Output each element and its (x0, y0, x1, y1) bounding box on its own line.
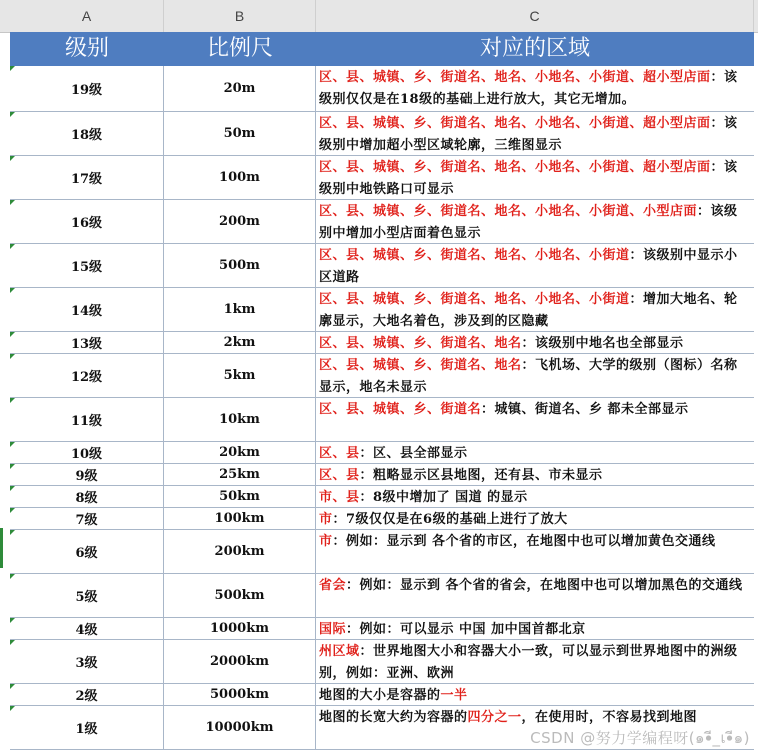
table-row (10, 156, 754, 200)
region-highlight: 区、县 (319, 468, 360, 483)
region-description: ：增加大地名、轮廓显示，大地名着色，涉及到的区隐藏 (319, 292, 738, 329)
scale-cell[interactable]: 2km (164, 332, 316, 353)
table-row (10, 332, 754, 354)
region-description: ：该级别中增加超小型区域轮廓，三维图显示 (319, 116, 738, 153)
table-row (10, 398, 754, 442)
region-cell[interactable] (316, 618, 754, 639)
region-cell[interactable] (316, 354, 754, 397)
region-highlight: 区、县、城镇、乡、街道名、地名 (319, 336, 522, 351)
table-row (10, 112, 754, 156)
scale-cell[interactable]: 5000km (164, 684, 316, 705)
row-gutter (0, 66, 10, 754)
region-description: ：7级仅仅是在6级的基础上进行了放大 (332, 512, 568, 527)
region-description: ：该级别仅仅是在18级的基础上进行放大，其它无增加。 (319, 70, 738, 107)
region-cell[interactable] (316, 66, 754, 111)
region-cell[interactable] (316, 464, 754, 485)
region-highlight: 省会 (319, 578, 347, 593)
header-scale[interactable]: 比例尺 (206, 36, 273, 61)
scale-cell[interactable]: 200km (164, 530, 316, 573)
region-highlight: 州区域 (319, 644, 360, 659)
header-level[interactable]: 级别 (64, 36, 109, 61)
region-description: ：该级别中地名也全部显示 (521, 336, 684, 351)
region-description: ：飞机场、大学的级别（图标）名称显示，地名未显示 (319, 358, 738, 395)
region-cell[interactable] (316, 288, 754, 331)
scale-cell[interactable]: 200m (164, 200, 316, 243)
table-row (10, 530, 754, 574)
region-cell[interactable] (316, 156, 754, 199)
table-row (10, 66, 754, 112)
region-cell[interactable] (316, 244, 754, 287)
scale-cell[interactable]: 20km (164, 442, 316, 463)
level-cell[interactable]: 15级 (10, 244, 164, 287)
region-description: ：世界地图大小和容器大小一致，可以显示到世界地图中的洲级别，例如：亚洲、欧洲 (319, 644, 738, 681)
region-cell[interactable] (316, 640, 754, 683)
level-cell[interactable]: 19级 (10, 66, 164, 111)
zoom-level-table (10, 66, 754, 750)
level-cell[interactable]: 12级 (10, 354, 164, 397)
column-header-c[interactable]: C (316, 0, 754, 32)
region-highlight: 区、县 (319, 446, 360, 461)
level-cell[interactable]: 14级 (10, 288, 164, 331)
region-description: ：8级中增加了 国道 的显示 (359, 490, 528, 505)
scale-cell[interactable]: 25km (164, 464, 316, 485)
region-text: 地图的大小是容器的 (319, 688, 441, 703)
watermark: CSDN @努力学编程呀(๑•ี_เ•ี๑) (530, 729, 750, 747)
level-cell[interactable]: 9级 (10, 464, 164, 485)
scale-cell[interactable]: 1000km (164, 618, 316, 639)
region-cell[interactable] (316, 684, 754, 705)
level-cell[interactable]: 5级 (10, 574, 164, 617)
region-description: ：粗略显示区县地图，还有县、市未显示 (359, 468, 603, 483)
level-cell[interactable]: 3级 (10, 640, 164, 683)
column-header-b[interactable]: B (164, 0, 316, 32)
scale-cell[interactable]: 10km (164, 398, 316, 441)
region-description: ：区、县全部显示 (359, 446, 468, 461)
region-highlight: 四分之一 (467, 710, 522, 725)
table-row (10, 354, 754, 398)
region-highlight: 国际 (319, 622, 347, 637)
region-description: ：城镇、街道名、乡 都未全部显示 (481, 402, 689, 417)
region-cell[interactable] (316, 200, 754, 243)
region-description: ：该级别中增加小型店面着色显示 (319, 204, 738, 241)
header-region[interactable]: 对应的区域 (479, 36, 590, 61)
scale-cell[interactable]: 20m (164, 66, 316, 111)
level-cell[interactable]: 6级 (10, 530, 164, 573)
level-cell[interactable]: 13级 (10, 332, 164, 353)
selection-marker (0, 528, 3, 568)
table-row (10, 618, 754, 640)
region-description: ：该级别中显示小区道路 (319, 248, 738, 285)
region-text: 地图的长宽大约为容器的 (319, 710, 468, 725)
table-row (10, 442, 754, 464)
table-row (10, 640, 754, 684)
column-header-bar (0, 0, 758, 33)
level-cell[interactable]: 8级 (10, 486, 164, 507)
region-description: ：例如：显示到 各个省的市区，在地图中也可以增加黄色交通线 (332, 534, 716, 549)
region-cell[interactable] (316, 508, 754, 529)
region-highlight: 区、县、城镇、乡、街道名、地名、小地名、小街道、小型店面 (319, 204, 698, 219)
region-description: ：例如：可以显示 中国 加中国首都北京 (346, 622, 586, 637)
region-description: ：该级别中地铁路口可显示 (319, 160, 738, 197)
region-highlight: 区、县、城镇、乡、街道名、地名 (319, 358, 522, 373)
level-cell[interactable]: 10级 (10, 442, 164, 463)
region-description: ：例如：显示到 各个省的省会，在地图中也可以增加黑色的交通线 (346, 578, 743, 593)
scale-cell[interactable]: 100m (164, 156, 316, 199)
scale-cell[interactable]: 1km (164, 288, 316, 331)
table-row (10, 200, 754, 244)
region-highlight: 一半 (440, 688, 468, 703)
table-row (10, 288, 754, 332)
table-row (10, 464, 754, 486)
level-cell[interactable]: 7级 (10, 508, 164, 529)
region-highlight: 市、县 (319, 490, 360, 505)
region-cell[interactable] (316, 398, 754, 441)
scale-cell[interactable]: 500m (164, 244, 316, 287)
scale-cell[interactable]: 2000km (164, 640, 316, 683)
region-cell[interactable] (316, 530, 754, 573)
table-row (10, 486, 754, 508)
scale-cell[interactable]: 50km (164, 486, 316, 507)
table-row (10, 574, 754, 618)
level-cell[interactable]: 2级 (10, 684, 164, 705)
level-cell[interactable]: 1级 (10, 706, 164, 749)
table-row (10, 508, 754, 530)
level-cell[interactable]: 17级 (10, 156, 164, 199)
region-highlight: 区、县、城镇、乡、街道名 (319, 402, 482, 417)
column-header-a[interactable]: A (10, 0, 164, 32)
scale-cell[interactable]: 50m (164, 112, 316, 155)
scale-cell[interactable]: 5km (164, 354, 316, 397)
region-highlight: 市 (319, 512, 333, 527)
scale-cell[interactable]: 100km (164, 508, 316, 529)
region-highlight: 区、县、城镇、乡、街道名、地名、小地名、小街道、超小型店面 (319, 116, 711, 131)
region-cell[interactable] (316, 112, 754, 155)
region-description: ，在使用时，不容易找到地图 (521, 710, 698, 725)
scale-cell[interactable]: 500km (164, 574, 316, 617)
region-cell[interactable] (316, 332, 754, 353)
region-highlight: 区、县、城镇、乡、街道名、地名、小地名、小街道 (319, 248, 630, 263)
level-cell[interactable]: 16级 (10, 200, 164, 243)
region-highlight: 区、县、城镇、乡、街道名、地名、小地名、小街道 (319, 292, 630, 307)
region-cell[interactable] (316, 486, 754, 507)
table-header (10, 32, 754, 66)
region-cell[interactable] (316, 574, 754, 617)
table-row (10, 684, 754, 706)
level-cell[interactable]: 4级 (10, 618, 164, 639)
level-cell[interactable]: 11级 (10, 398, 164, 441)
region-cell[interactable] (316, 442, 754, 463)
region-highlight: 区、县、城镇、乡、街道名、地名、小地名、小街道、超小型店面 (319, 70, 711, 85)
region-highlight: 市 (319, 534, 333, 549)
region-highlight: 区、县、城镇、乡、街道名、地名、小地名、小街道、超小型店面 (319, 160, 711, 175)
scale-cell[interactable]: 10000km (164, 706, 316, 749)
table-row (10, 244, 754, 288)
level-cell[interactable]: 18级 (10, 112, 164, 155)
